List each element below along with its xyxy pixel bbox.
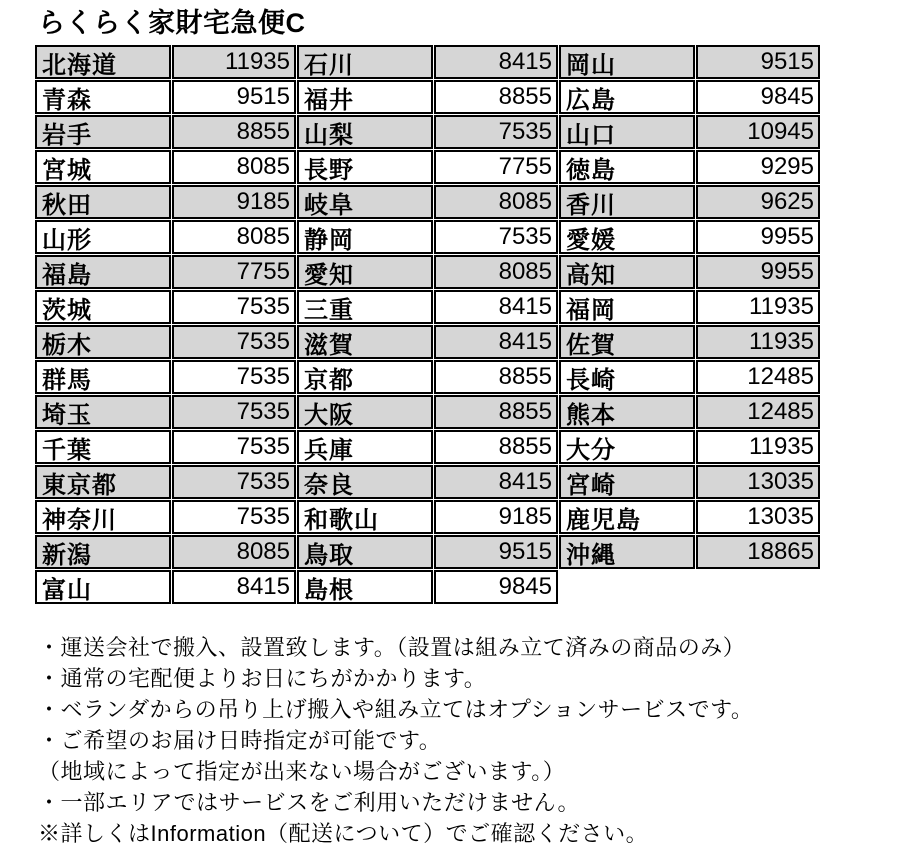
price-cell: 8085 — [434, 255, 558, 289]
price-cell: 7535 — [172, 430, 296, 464]
price-cell: 7755 — [434, 150, 558, 184]
price-table — [35, 45, 820, 604]
price-cell: 13035 — [696, 500, 820, 534]
prefecture-cell: 愛媛 — [559, 220, 695, 254]
notes-section — [38, 632, 900, 849]
prefecture-cell: 山梨 — [297, 115, 433, 149]
price-cell: 8415 — [434, 290, 558, 324]
price-cell: 9515 — [696, 45, 820, 79]
prefecture-cell: 茨城 — [35, 290, 171, 324]
price-cell: 7535 — [172, 360, 296, 394]
note-line: ・通常の宅配便よりお日にちがかかります。 — [38, 666, 487, 691]
prefecture-cell: 佐賀 — [559, 325, 695, 359]
page-title: らくらく家財宅急便C — [38, 8, 306, 38]
price-cell: 11935 — [696, 290, 820, 324]
prefecture-cell: 福岡 — [559, 290, 695, 324]
price-cell: 8415 — [172, 570, 296, 604]
price-cell: 7535 — [172, 500, 296, 534]
price-cell: 9955 — [696, 255, 820, 289]
prefecture-cell: 岡山 — [559, 45, 695, 79]
price-cell: 9295 — [696, 150, 820, 184]
prefecture-cell: 島根 — [297, 570, 433, 604]
price-cell: 10945 — [696, 115, 820, 149]
prefecture-cell: 徳島 — [559, 150, 695, 184]
price-cell: 13035 — [696, 465, 820, 499]
price-cell: 11935 — [172, 45, 296, 79]
prefecture-cell: 沖縄 — [559, 535, 695, 569]
price-cell: 7535 — [172, 465, 296, 499]
prefecture-cell: 宮崎 — [559, 465, 695, 499]
prefecture-cell: 和歌山 — [297, 500, 433, 534]
price-cell: 9955 — [696, 220, 820, 254]
prefecture-cell: 長崎 — [559, 360, 695, 394]
prefecture-cell: 大阪 — [297, 395, 433, 429]
empty-cell — [696, 570, 820, 604]
prefecture-cell: 静岡 — [297, 220, 433, 254]
price-cell: 9625 — [696, 185, 820, 219]
price-cell: 12485 — [696, 395, 820, 429]
price-cell: 12485 — [696, 360, 820, 394]
price-cell: 18865 — [696, 535, 820, 569]
prefecture-cell: 神奈川 — [35, 500, 171, 534]
prefecture-cell: 宮城 — [35, 150, 171, 184]
prefecture-cell: 富山 — [35, 570, 171, 604]
prefecture-cell: 香川 — [559, 185, 695, 219]
price-cell: 7755 — [172, 255, 296, 289]
prefecture-cell: 山口 — [559, 115, 695, 149]
price-cell: 7535 — [172, 290, 296, 324]
prefecture-cell: 奈良 — [297, 465, 433, 499]
price-cell: 7535 — [172, 395, 296, 429]
prefecture-cell: 滋賀 — [297, 325, 433, 359]
price-cell: 7535 — [434, 115, 558, 149]
prefecture-cell: 栃木 — [35, 325, 171, 359]
price-cell: 8415 — [434, 45, 558, 79]
price-cell: 8855 — [434, 395, 558, 429]
price-cell: 8855 — [434, 80, 558, 114]
prefecture-cell: 北海道 — [35, 45, 171, 79]
price-cell: 11935 — [696, 430, 820, 464]
prefecture-cell: 岩手 — [35, 115, 171, 149]
note-line: ・一部エリアではサービスをご利用いただけません。 — [38, 790, 580, 815]
prefecture-cell: 新潟 — [35, 535, 171, 569]
prefecture-cell: 長野 — [297, 150, 433, 184]
prefecture-cell: 鹿児島 — [559, 500, 695, 534]
empty-cell — [559, 570, 695, 604]
prefecture-cell: 山形 — [35, 220, 171, 254]
price-cell: 9515 — [434, 535, 558, 569]
prefecture-cell: 高知 — [559, 255, 695, 289]
prefecture-cell: 愛知 — [297, 255, 433, 289]
note-line: ・運送会社で搬入、設置致します。（設置は組み立て済みの商品のみ） — [38, 635, 746, 660]
prefecture-cell: 埼玉 — [35, 395, 171, 429]
price-cell: 8415 — [434, 465, 558, 499]
price-cell: 9185 — [172, 185, 296, 219]
prefecture-cell: 福島 — [35, 255, 171, 289]
prefecture-cell: 広島 — [559, 80, 695, 114]
prefecture-cell: 石川 — [297, 45, 433, 79]
prefecture-cell: 兵庫 — [297, 430, 433, 464]
price-cell: 9845 — [696, 80, 820, 114]
price-cell: 8085 — [172, 220, 296, 254]
prefecture-cell: 鳥取 — [297, 535, 433, 569]
prefecture-cell: 三重 — [297, 290, 433, 324]
note-line: ・ベランダからの吊り上げ搬入や組み立てはオプションサービスです。 — [38, 697, 754, 722]
price-cell: 9515 — [172, 80, 296, 114]
prefecture-cell: 京都 — [297, 360, 433, 394]
prefecture-cell: 福井 — [297, 80, 433, 114]
prefecture-cell: 群馬 — [35, 360, 171, 394]
prefecture-cell: 秋田 — [35, 185, 171, 219]
note-line: （地域によって指定が出来ない場合がございます。） — [38, 759, 566, 784]
price-cell: 8085 — [434, 185, 558, 219]
price-cell: 8855 — [172, 115, 296, 149]
price-cell: 9185 — [434, 500, 558, 534]
prefecture-cell: 青森 — [35, 80, 171, 114]
price-cell: 7535 — [172, 325, 296, 359]
price-cell: 9845 — [434, 570, 558, 604]
prefecture-cell: 熊本 — [559, 395, 695, 429]
price-cell: 8855 — [434, 360, 558, 394]
price-cell: 8415 — [434, 325, 558, 359]
prefecture-cell: 千葉 — [35, 430, 171, 464]
price-cell: 8855 — [434, 430, 558, 464]
price-cell: 8085 — [172, 535, 296, 569]
prefecture-cell: 東京都 — [35, 465, 171, 499]
note-line: ※詳しくはInformation（配送について）でご確認ください。 — [38, 821, 649, 846]
price-cell: 7535 — [434, 220, 558, 254]
prefecture-cell: 大分 — [559, 430, 695, 464]
note-line: ・ご希望のお届け日時指定が可能です。 — [38, 728, 442, 753]
price-cell: 11935 — [696, 325, 820, 359]
prefecture-cell: 岐阜 — [297, 185, 433, 219]
price-cell: 8085 — [172, 150, 296, 184]
